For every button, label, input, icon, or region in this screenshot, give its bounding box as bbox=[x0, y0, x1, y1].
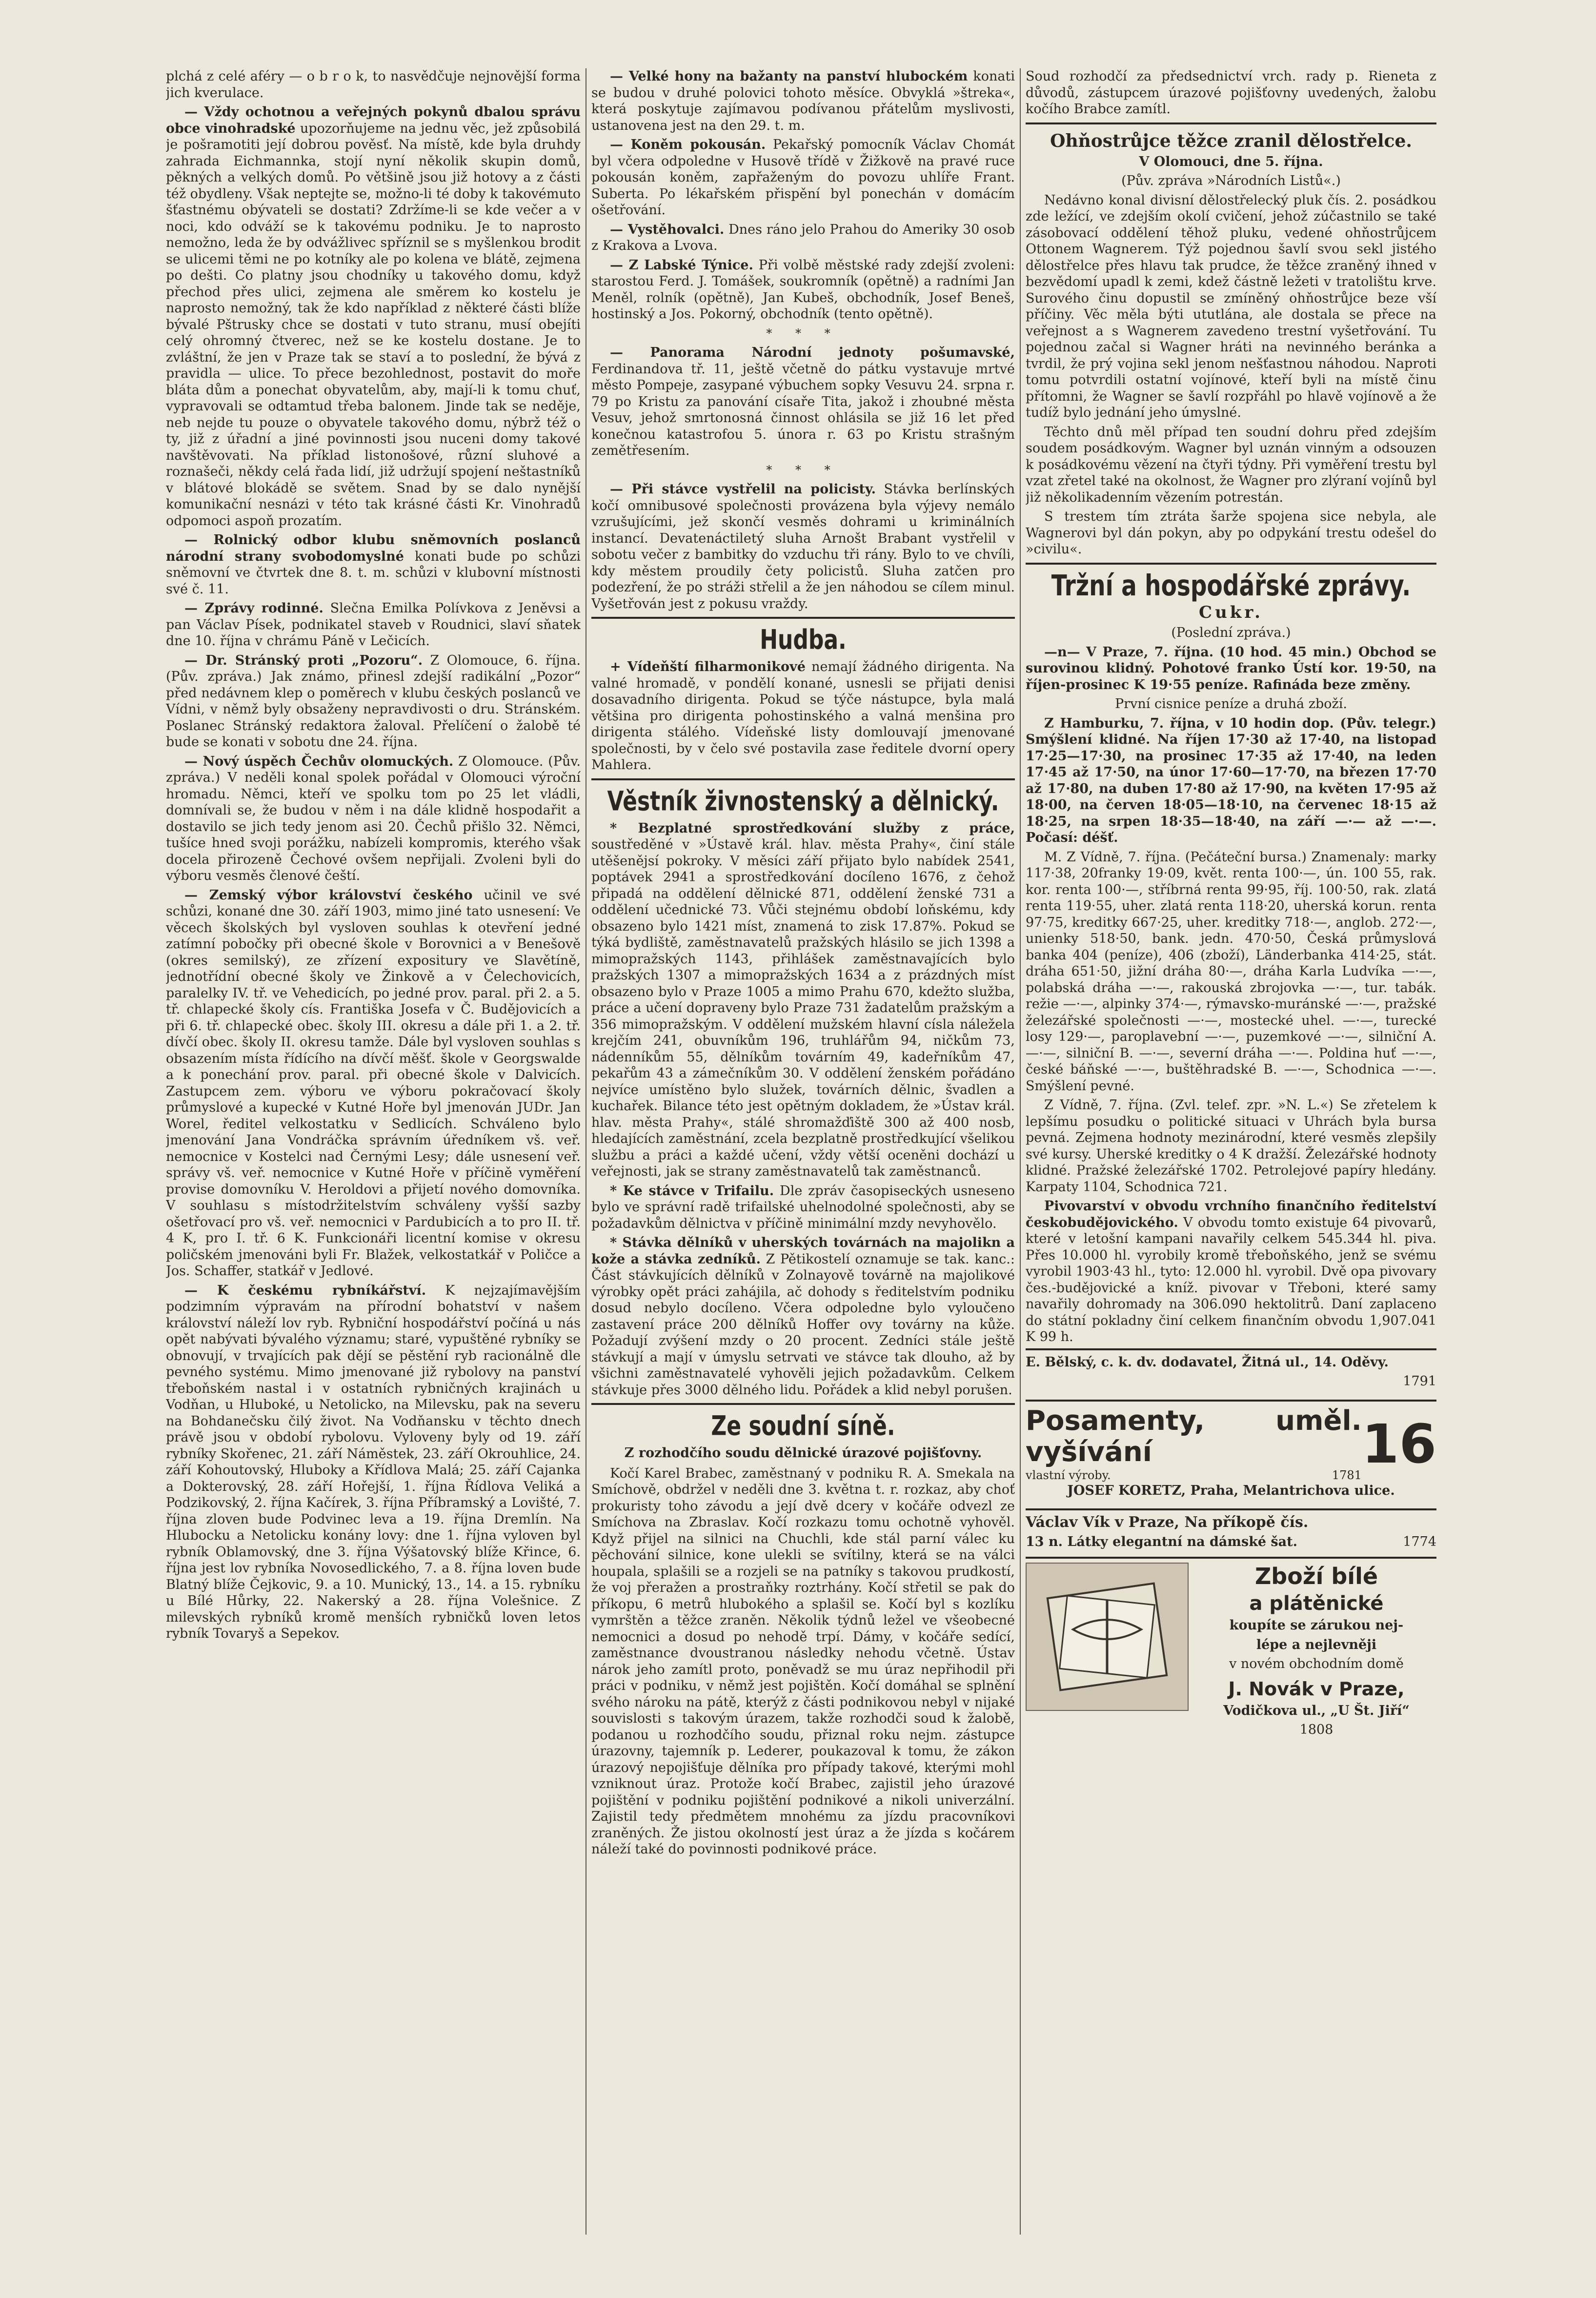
paragraph-viden-telefon: Z Vídně, 7. října. (Zvl. telef. zpr. »N. L.«) Se zřetelem k lepšímu posudku o politické situaci v Uhrách byla bursa pevná. Zejmena hodnoty mezinárodní, které vesměs zlepšily své kursy. Uherské kreditky o 4 K dražší. Železářské hodnoty klidné. Pražské železářské 1702. Petrolejové papíry hledány. Karpaty 1104, Schodnica 721. bbox=[1026, 1098, 1436, 1195]
paragraph-dělostřelec: Nedávno konal divisní dělostřelecký pluk čís. 2. posádkou zde ležící, ve zdejším okolí cvičení, jehož zúčastnilo se také zásobovací oddělení těhož pluku, vedené ohňostrůjcem Ottonem Wagnerem. Týž pojednou šavlí svou sekl jistého dělostřelce přes hlavu tak prudce, že těžce zraněný ihned v bezvědomí upadl k zemi, kdež částně ležeti v tratolištu krve. Surového činu dopustil se zmíněný ohňostrůjce beze vší příčiny. Věc měla býti ututlána, ale dostala se přece na veřejnost a s Wagnerem zavedeno trestní vyšetřování. Tu pojednou začal si Wagner hráti na nevinného beránka a tvrdil, že prý vojina sekl jenom nešťastnou náhodou. Naproti tomu potvrdili ostatní vojínové, kteří byli na místě činu přítomni, že Wagner se šavlí rozpřáhl po hlavě vojínově a že tudíž bylo jednání jeho úmyslné. bbox=[1026, 192, 1436, 420]
divider bbox=[591, 778, 1015, 780]
source-note: (Poslední zpráva.) bbox=[1171, 625, 1291, 640]
paragraph-sprostredkovani: * Bezplatné sprostředkování služby z práce, soustředěné v »Ústavě král. hlav. města Prahy«, činí stále utěšenějsí pokroky. V měsíci září přijato bylo nabídek 2541, poptávek 2941 a sprostředkování docíleno 1676, z čehož připadá na oddělení dělnické 871, oddělení ženské 731 a oddělení učednické 73. Vůči stejnému období loňskému, kdy obsazeno bylo 1421 míst, znamená to zisk 17.87%. Pokud se týká bydliště, zaměstnavatelů pražských hlásilo se jich 1398 a mimopražských 1143, přihlášek zaměstnavajících bylo pražských 1307 a mimopražských 1634 a z prázdných míst obsazeno bylo v Praze 1005 a mimo Prahu 670, kdežto služba, práce a učení dopraveny bylo Praze 731 žadatelům pražským a 356 mimopražským. V oddělení mužském hlavní císla náležela krejčím 241, obuvníkům 196, truhlářům 94, ničkům 73, nádenníkům 55, dělníkům továrním 49, kadeřníkům 47, pekařům 43 a zámečníkům 30. V oddělení ženském pořádáno nejvíce umístěno bylo služek, továrních dělnic, švadlen a kuchařek. Bilance této jest opětným dokladem, že »Ústav král. hlav. města Prahy«, stálé shromažďiště 300 až 400 nosb, hledajících zaměstnání, zcela bezplatně prostředkující všelikou službu a práci a každé učení, vždy větší oceněni dochází u veřejnosti, jak se strany zaměstnavatelů tak zaměstnanců. bbox=[591, 820, 1015, 1179]
paragraph-cukr-praha: —n— V Praze, 7. října. (10 hod. 45 min.) Obchod se surovinou klidný. Pohotové franko Ústí kor. 19·50, na říjen-prosinec K 19·55 peníze. Rafináda beze změny. bbox=[1026, 644, 1436, 692]
paragraph-zpravy-rodinne: — Zprávy rodinné. Slečna Emilka Polívkova z Jeněvsi a pan Václav Písek, podnikatel staveb v Roudnici, slaví sňatek dne 10. října v chrámu Páně v Lečicích. bbox=[166, 601, 581, 649]
ad-number: 16 bbox=[1361, 1412, 1436, 1475]
ad-headline: Posamenty, uměl. vyšívání bbox=[1026, 1404, 1362, 1468]
paragraph-filharmonikove: + Vídeňští filharmonikové nemají žádného dirigenta. Na valné hromadě, v pondělí konané, usnesli se přijati denisi dosavadního dirigenta. Pokud se týče nástupce, byla malá většina pro dirigenta pohostinského a valná menšina pro dirigenta stálého. Vídeňské listy domlouvají jmenované společnosti, by v čelo své postavila zase ředitele dvorní opery Mahlera. bbox=[591, 659, 1015, 773]
paragraph-pivovarstvi: Pivovarství v obvodu vrchního finančního ředitelství českobudějovického. V obvodu tomto existuje 64 pivovarů, které v letošní kampani navařily celkem 545.344 hl. piva. Přes 10.000 hl. vyrobily kromě třeboňského, jenž se svému vyrobil 1903·43 hl., tyto: 12.000 hl. vyrobil. Dvě opa pivovary čes.-budějovické a kníž. pivovar v Třeboni, které samy navařily dohromady na 306.090 hektolitrů. Daní zaplaceno do státní pokladny činí celkem finančním obvodu 1,907.041 K 99 h. bbox=[1026, 1199, 1436, 1344]
paragraph-aftermath: plchá z celé aféry — o b r o k, to nasvědčuje nejnovější forma jich kverulace. bbox=[166, 69, 581, 101]
paragraph-zemsky-vybor: — Zemský výbor království českého učinil ve své schůzi, konané dne 30. září 1903, mimo jiné tato usnesení: Ve věcech školských byl vysloven souhlas k otevření jedné zatímní pobočky při obecné škole v Borovnici a v Benešově (okres semilský), ze zřízení expositury ve Slavětíně, jednotřídní obecné školy ve Žinkově a v Čelechovicích, paralelky IV. tř. ve Vehedicích, po jedné prov. paral. při 2. a 5. tř. chlapecké školy cís. Františka Josefa v Č. Budějovicích a při 6. tř. chlapecké obec. školy III. okresu a dále při 1. a 2. tř. dívčí obec. školy II. okresu tamže. Dále byl vysloven souhlas s obsazením místa řídícího na dívčí měšť. škole v Georgswalde a k ponechání prov. paral. při obecné škole v Dalvicích. Zastupcem zem. výboru ve výboru pokračovací školy průmyslové a kupecké v Kutné Hoře byl jmenován JUDr. Jan Worel, ředitel velkostatku v Sedlicích. Schváleno bylo jmenování Jana Vondráčka správním úředníkem vš. veř. nemocnice v Kostelci nad Černými Lesy; dále usnesení veř. správy vš. veř. nemocnice v Kutné Hoře v příčině vyměření provise domovníku V. Heroldovi a přijetí nového domovníka. V souhlasu s místodržitelstvím schváleny vyšší sazby ošetřovací pro vš. veř. nemocnici v Pardubicích a to pro II. tř. 4 K, pro I. tř. 6 K. Funkcionáři licentní komise v okresu poličském jmenováni byli Fr. Blažek, velkostatkář v Poličce a Jos. Schaffer, statkář v Jedlové. bbox=[166, 887, 581, 1279]
paragraph-stavka-berlin: — Při stávce vystřelil na policisty. Stávka berlínských kočí omnibusové společnosti provázena byla výjevy nemálo vzrušujícími, jež skončí vesměs dohrami u kriminálních instancí. Devatenáctiletý sluha Arnošt Brabant vystřelil v sobotu večer z bambitky do vzduchu tři rány. Bylo to ve chvíli, kdy městem proudily čety policistů. Sluha zatčen pro podezření, že po stráži střelil a že jen náhodou se cílem minul. Vyšetřován jest z pokusu vraždy. bbox=[591, 482, 1015, 611]
paragraph-trest: S trestem tím ztráta šarže spojena sice nebyla, ale Wagnerovi byl dán pokyn, aby po odpykání trestu odešel do »civilu«. bbox=[1026, 509, 1436, 557]
subheading-cukr: Cukr. bbox=[1199, 602, 1263, 622]
bundle-illustration-icon bbox=[1026, 1563, 1189, 1711]
column-2 bbox=[591, 68, 1015, 2244]
paragraph-konem-pokousan: — Koněm pokousán. Pekařský pomocník Václav Chomát byl včera odpoledne v Husově třídě v Žižkově na pravé ruce pokousán koněm, zapřaženým do povozu uhlíře Frant. Suberta. Po lékařském přispění byl ponechán v domácím ošetřování. bbox=[591, 137, 1015, 218]
paragraph-dohra: Těchto dnů měl případ ten soudní dohru před zdejším soudem posádkovým. Wagner byl uznán vinným a odsouzen k posádkovému vězení na čtyři týdny. Při vyměření trestu byl vzat zřetel také na okolnost, že Wagner pro zlýraní vojínů byl již několikadenním vězením potrestán. bbox=[1026, 424, 1436, 505]
paragraph-stransky: — Dr. Stránský proti „Pozoru“. Z Olomouce, 6. října. (Pův. zpráva.) Jak známo, přinesl zdejší radikální „Pozor“ před nedávnem klep o poměrech v klubu českých poslanců ve Vídni, v němž byly obsaženy nepravdivosti o dru. Stránském. Poslanec Stránský redaktora žaloval. Přelíčení o žalobě té bude se konati v sobotu dne 24. října. bbox=[166, 652, 581, 750]
paragraph-panorama: — Panorama Národní jednoty pošumavské, Ferdinandova tř. 11, ještě včetně do pátku vystavuje mrtvé město Pompeje, zasypané výbuchem sopky Vesuvu 24. srpna r. 79 po Kristu za panování císaře Tita, jakož i zhoubné města Vesuv, jehož smrtonosná činnost ohlásila se již 16 let před konečnou katastrofou 5. února r. 63 po Kristu strašným zemětřesením. bbox=[591, 345, 1015, 458]
separator-stars: * * * bbox=[766, 463, 840, 477]
paragraph-vinohrady: — Vždy ochotnou a veřejných pokynů dbalou správu obce vinohradské upozorňujeme na jednu věc, jež způsobilá je pošramotiti její dobrou pověsť. Na místě, kde byla druhdy zahrada Eichmannka, stojí nyní několik skupin domů, pěkných a velkých domů. Po většině jsou již hotovy a z části též obydleny. Však neptejte se, možno-li té doby k takovémuto šťastnému obývateli se dostati? Zdržíme-li se kde večer a v noci, kdo odváží se k takovému podniku. Je to naprosto nemožno, leda že by odvážlivec spříznil se s myšlenkou brodit se ulicemi těmi ne po kotníky ale po kolena ve blátě, zejmena po dešti. Co platny jsou chodníky u takového domu, když přechod přes ulici, zejmena ale směrem ko kostelu je naprosto nemožný, tak že kdo například z některé části blíže bývalé Pštrusky chce se dostati v tuto stranu, musí obejíti celý ohromný čtverec, než se ke kostelu dostane. Je to zvláštní, že jen v Praze tak se staví a to poslední, že bývá z pravidla — ulice. To přece bezohlednost, postavit do moře bláta dům a ponechat obyvatelům, aby, mají-li k tomu chuť, vypravovali se odtamtud třeba balonem. Jinde tak se neděje, neb nejde tu pouze o obyvatele takového domu, nýbrž též o ty, již z úřadní a jiné povinnosti jsou nuceni domy takové navštěvovati. Na příklad listonošové, různí sluhové a roznašeči, někdy celá řada lidí, již udržují spojení neštastníků v blátové blokádě se světem. Snad by se dalo nynější komunikační nesnázi v této tak krásné části Kr. Vinohradů odpomoci aspoň prozatím. bbox=[166, 104, 581, 529]
section-heading-hudba: Hudba. bbox=[760, 624, 847, 656]
article-title-ohnostrujce: Ohňostrůjce těžce zranil dělostřelce. bbox=[1050, 130, 1412, 151]
divider bbox=[1026, 122, 1436, 124]
paragraph-cechove-olomuc: — Nový úspěch Čechův olomuckých. Z Olomouce. (Pův. zpráva.) V neděli konal spolek pořádal v Olomouci výroční hromadu. Němci, kteří ve spolku tom po 25 let vládli, domnívali se, že budou v něm i na dále klidně hospodařit a dostavilo se jich tedy jenom asi 20. Čechů přišlo 32. Němci, tušíce hned svoji porážku, nabízeli kompromis, kterého však docela přirozeně Čechové ovšem nepřijali. Zvoleni byli do výboru vesměs členové čeští. bbox=[166, 753, 581, 883]
column-3 bbox=[1026, 68, 1436, 2244]
column-1 bbox=[166, 68, 581, 2244]
paragraph-rolnicky-odbor: — Rolnický odbor klubu sněmovních poslanců národní strany svobodomyslné konati bude po schůzi sněmovní ve čtvrtek dne 8. t. m. schůzi v klubovní místnosti své č. 11. bbox=[166, 532, 581, 597]
paragraph-vystehovalci: — Vystěhovalci. Dnes ráno jelo Prahou do Ameriky 30 osob z Krakova a Lvova. bbox=[591, 222, 1015, 253]
advertisement-vik: Václav Vík v Praze, Na příkopě čís. 13 n. Látky elegantní na dámské šat. 1774 bbox=[1026, 1508, 1436, 1554]
note-cisnice: První cisnice peníze a druhá zboží. bbox=[1115, 696, 1347, 712]
divider bbox=[591, 617, 1015, 619]
paragraph-brabec: Kočí Karel Brabec, zaměstnaný v podniku R. A. Smekala na Smíchově, obdržel v neděli dne 3. května t. r. rozkaz, aby choť prokuristy toho závodu a její dvě dcery v kočáře odvezl ze Smíchova na Zbraslav. Kočí rozkazu tomu ochotně vyhověl. Když přijel na silnici na Chuchli, kde stál parní válec ku pěchování silnice, kone ulekli se svítilny, která se na válci houpala, splašili se a rozjeli se na patníky s takovou prudkostí, že voj přeražen a prostraňky roztrhány. Kočí střetil se pak do příkopu, 6 metrů hlubokého a splašil se. Kočí byl s kozlíku vymrštěn a těžce zraněn. Několik týdnů ležel ve všeobecné nemocnici a dosud po nehodě trpí. Dámy, v kočáře sedící, zaměstnance dvoustranou následky nehodu včetně. Ústav nárok jeho zamítl proto, poněvadž se mu úraz nepřihodil při práci v podniku, v němž jest pojištěn. Kočí domáhal se splnění svého nároku na pátě, kterýž z části podnikovou nebyl v nijaké souvislosti s takovým úrazem, takže rozhodči soud k žalobě, podanou u rozhodčího soudu, přiznal roku nejm. zástupce úrazovny, tajemník p. Lederer, poukazoval k tomu, že zákon úrazový nepojišťuje dělníka pro případy takové, kterými mohl vzniknout úraz. Protože kočí Brabec, zajistil jeho úrazové pojištění v podniku pojištění podnikové a nikoli univerzální. Zajistil tedy předmětem mnohému za jízdu pracovníkovi zraněných. Že jistou okolností jest úraz a že jízda s kočárem náleží také do povinnosti podnikové práce. bbox=[591, 1465, 1015, 1857]
paragraph-trifail: * Ke stávce v Trifailu. Dle zpráv časopiseckých usneseno bylo ve správní radě trifailské uhelnodolné společnosti, aby se požadavkům dělnictva v příčině minimální mzdy nevyhovělo. bbox=[591, 1183, 1015, 1231]
article-title-urazova: Z rozhodčího soudu dělnické úrazové pojišťovny. bbox=[624, 1445, 982, 1461]
paragraph-viden-bursa: M. Z Vídně, 7. října. (Pečáteční bursa.) Znamenaly: marky 117·38, 20franky 19·09, květ. renta 100·—, ún. 100 55, rak. kor. renta 100·—, stříbrná renta 99·95, říj. 100·50, rak. zlatá renta 119·55, uher. zlatá renta 118·20, uherská korun. renta 97·75, kreditky 667·25, uher. kreditky 718·—, anglob. 272·—, unienky 518·50, bank. jedn. 470·50, Česká průmyslová banka 404 (peníze), 406 (zboží), Länderbanka 414·25, stát. dráha 651·50, jižní dráha 80·—, dráha Karla Ludvíka —·—, polabská dráha —·—, rakouská zbrojovka —·—, tur. tabák. režie —·—, alpinky 374·—, rýmavsko-muránské —·—, pražské železářské společnosti —·—, mostecké uhel. —·—, turecké losy 129·—, paroplavební —·—, puzemkové —·—, silniční A. —·—, silniční B. —·—, severní dráha —·—. Poldina huť —·—, české báňské —·—, buštěhradské B. —·—, Schodnica —·—. Smýšlení pevné. bbox=[1026, 849, 1436, 1094]
section-heading-trzni: Tržní a hospodářské zprávy. bbox=[1051, 569, 1411, 603]
paragraph-stavka-delniku: * Stávka dělníků v uherských továrnách na majolikn a kože a stávka zedníků. Z Pětikostelí oznamuje se tak. kanc.: Část stávkujících dělníků v Zolnayově továrně na majolikové výrobky opět práci zahájila, ač dohody s ředitelstvím podniku dosud nebylo docíleno. Včera odpoledne bylo vyloučeno zastavení práce 200 dělníků Hoffer ovy továrny na kůže. Požadují zvýšení mzdy o 20 procent. Zedníci stále ještě stávkují a mají v úmyslu setrvati ve stávce tak dlouho, až by všichni zaměstnavatelé vyhověli jejich požadavkům. Celkem stávkuje přes 3000 dělného lidu. Pořádek a klid nebyl porušen. bbox=[591, 1235, 1015, 1398]
separator-stars: * * * bbox=[766, 326, 840, 340]
advertisement-koretz: Posamenty, uměl. vyšívání vlastní výroby. 1781 16 JOSEF KORETZ, Praha, Melantrichova ulice. bbox=[1026, 1400, 1436, 1506]
paragraph-hony: — Velké hony na bažanty na panství hlubockém konati se budou v druhé polovici tohoto měsíce. Obvyklá »štreka«, která poskytuje zajímavou podívanou přátelům myslivosti, ustanovena jest na den 29. t. m. bbox=[591, 69, 1015, 133]
section-heading-vestnik: Věstník živnostenský a dělnický. bbox=[607, 786, 999, 817]
section-heading-soudni-sin: Ze soudní síně. bbox=[711, 1410, 895, 1442]
divider bbox=[591, 1403, 1015, 1405]
paragraph-soud-rozhodci: Soud rozhodčí za předsednictví vrch. rady p. Rieneta z důvodů, zástupcem úrazové pojišťovny uvedených, žalobu kočího Brabce zamítl. bbox=[1026, 69, 1436, 117]
advertisement-novak: Zboží bílé a plátěnické koupíte se zárukou nej- lépe a nejlevněji v novém obchodním domě J. Novák v Praze, Vodičkova ul., „U Št. Jiří“ 1808 bbox=[1026, 1557, 1436, 1745]
paragraph-rybnikarstvi: — K českému rybníkářství. K nejzajímavějším podzimním výpravám na přírodní bohatství v našem království náleží lov ryb. Rybniční hospodářství počíná u nás opět nabývati bývalého významu; staré, vypuštěné rybníky se obnovují, v trvajících pak dějí se pěstění ryb racionálně dle pevného systému. Mimo jmenované již rybolovy na panství třeboňském nastal i v ostatních rybničných krajinách u Vodňan, u Hluboké, u Netolicko, na Milevsku, pak na severu na Bohdanečsku čilý život. Na Vodňansku v těchto dnech právě jsou v období rybolovu. Vyloveny byly od 19. září rybníky Skořenec, 21. září Náměstek, 23. září Okrouhlice, 24. září Kohoutovský, Hluboky a Křídlova Malá; 25. září Cajanka a Dokterovský, 28. září Hořejší, 1. října Řídlova Veliká a Podzikovský, 2. října Kačírek, 3. října Příbramský a Lovišté, 7. října zloven bude Podvinec leva a 19. října Dremlín. Na Hlubocku a Netolicku konány lovy: dne 1. října vyloven byl rybník Oblamovský, dne 3. října Výšatovský blíže Křince, 6. října jest lov rybníka Novosedlického, 7. a 8. října loven bude Blatný blíže Čejkovic, 9. a 10. Munický, 13., 14. a 15. rybníku u Bílé Hůrky, 22. Nakerský a 28. října Volešnice. Z milevských rybníků kromě menších rybničků loven letos rybník Tovaryš a Sepekov. bbox=[166, 1282, 581, 1641]
paragraph-labska-tynice: — Z Labské Týnice. Při volbě městské rady zdejší zvoleni: starostou Ferd. J. Tomášek, soukromník (opětně) a radními Jan Meněl, rolník (opětně), Jan Kubeš, obchodník, Josef Beneš, hostinský a Jos. Pokorný, obchodník (tento opětně). bbox=[591, 257, 1015, 322]
divider bbox=[1026, 563, 1436, 565]
advertisement-belsky: E. Bělský, c. k. dv. dodavatel, Žitná ul., 14. Oděvy. 1791 bbox=[1026, 1348, 1436, 1397]
dateline: V Olomouci, dne 5. října. bbox=[1139, 154, 1323, 169]
source-note: (Pův. zpráva »Národních Listů«.) bbox=[1121, 173, 1341, 188]
column-rule-2 bbox=[1020, 68, 1021, 2235]
paragraph-hamburk: Z Hamburku, 7. října, v 10 hodin dop. (Pův. telegr.) Smýšlení klidné. Na říjen 17·30 až 17·40, na listopad 17·25—17·30, na prosinec 17·35 až 17·40, na leden 17·45 až 17·50, na únor 17·60—17·70, na březen 17·70 až 17·80, na duben 17·80 až 17·90, na květen 17·95 až 18·00, na červen 18·05—18·10, na červenec 18·15 až 18·25, na srpen 18·35—18·40, na září —·— až —·—. Počasí: déšť. bbox=[1026, 715, 1436, 845]
